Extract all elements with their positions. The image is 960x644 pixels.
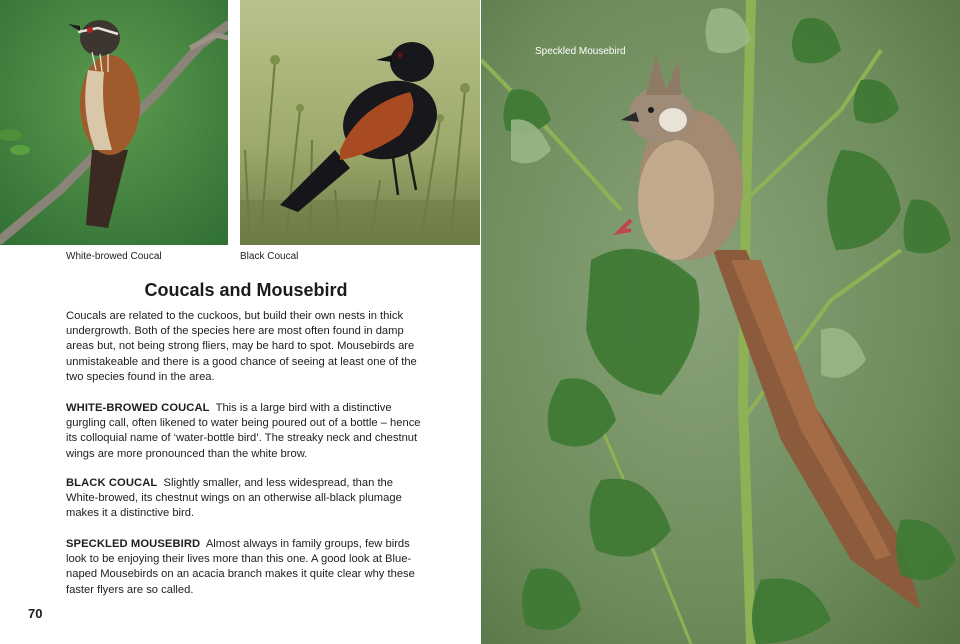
- entry-black-coucal: [66, 476, 426, 522]
- intro-paragraph: Coucals are related to the cuckoos, but build their own nests in thick undergrowth. Both of the species here are most often found in damp areas but, not being strong fliers, may be hard to spot. Mousebirds are unmistakeable and there is a good chance of seeing at least one of the two species found in the area.: [66, 310, 417, 383]
- entry-heading: WHITE-BROWED COUCAL: [66, 402, 210, 414]
- photo-speckled-mousebird: [481, 0, 960, 644]
- caption-black-coucal: Black Coucal: [240, 251, 299, 262]
- entry-text: Almost always in family groups, few birds look to be enjoying their lives more than this one. A good look at Blue-naped Mousebirds on an acacia branch makes it quite clear why these faster flyers are so called.: [66, 538, 415, 596]
- caption-white-browed-coucal: White-browed Coucal: [66, 251, 162, 262]
- photo-black-coucal: [240, 0, 480, 245]
- entry-white-browed-coucal: [66, 401, 426, 462]
- entry-heading: SPECKLED MOUSEBIRD: [66, 538, 201, 550]
- entry-speckled-mousebird: [66, 537, 426, 598]
- entry-text: This is a large bird with a distinctive gurgling call, often likened to water being poured out of a bottle – hence its colloquial name of ‘water-bottle bird’. The streaky neck and chestnut wings are more pronounced than the white brow.: [66, 402, 421, 460]
- entry-text: Slightly smaller, and less widespread, than the White-browed, its chestnut wings on an otherwise all-black plumage makes it a distinctive bird.: [66, 477, 402, 520]
- caption-speckled-mousebird: Speckled Mousebird: [535, 46, 626, 57]
- page-title: Coucals and Mousebird: [144, 280, 348, 300]
- photo-white-browed-coucal: [0, 0, 228, 245]
- page-number: 70: [28, 606, 43, 621]
- entry-heading: BLACK COUCAL: [66, 477, 158, 489]
